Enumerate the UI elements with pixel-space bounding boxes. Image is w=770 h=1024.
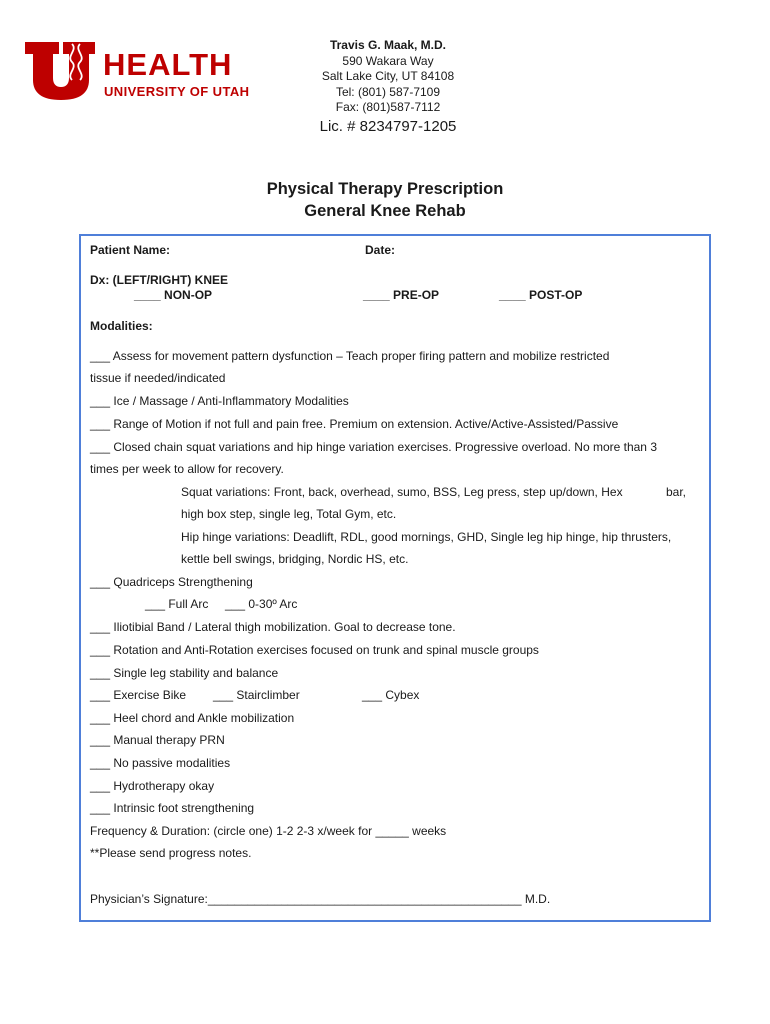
- item-assess-line-2: tissue if needed/indicated: [90, 371, 226, 385]
- frequency-duration: Frequency & Duration: (circle one) 1-2 2-3 x/week for _____ weeks: [90, 824, 447, 838]
- form-title-line-2: General Knee Rehab: [304, 202, 466, 220]
- item-exercise-bike: ___ Exercise Bike: [90, 688, 187, 702]
- form-title: [0, 178, 770, 222]
- logo-health-wordmark: HEALTH: [103, 47, 233, 82]
- physician-info-block: [288, 38, 488, 137]
- hip-hinge-line-2: kettle bell swings, bridging, Nordic HS, etc.: [181, 552, 409, 566]
- item-heel-chord: ___ Heel chord and Ankle mobilization: [90, 711, 295, 725]
- item-intrinsic-foot: ___ Intrinsic foot strengthening: [90, 801, 255, 815]
- date-label: Date:: [365, 243, 396, 257]
- item-range-of-motion: ___ Range of Motion if not full and pain free. Premium on extension. Active/Active-Assisted/Passive: [90, 417, 619, 431]
- university-of-utah-health-logo: [25, 42, 255, 102]
- telephone: Tel: (801) 587-7109: [335, 84, 441, 99]
- hip-hinge-line-1: Hip hinge variations: Deadlift, RDL, good mornings, GHD, Single leg hip hinge, hip thrusters,: [181, 530, 672, 544]
- address-line-1: 590 Wakara Way: [342, 53, 434, 68]
- item-no-passive: ___ No passive modalities: [90, 756, 231, 770]
- post-op-option: ____ POST-OP: [499, 288, 583, 302]
- item-quadriceps: ___ Quadriceps Strengthening: [90, 575, 253, 589]
- item-closed-chain-line-2: times per week to allow for recovery.: [90, 462, 284, 476]
- item-rotation: ___ Rotation and Anti-Rotation exercises focused on trunk and spinal muscle groups: [90, 643, 539, 657]
- logo-university-name: UNIVERSITY OF UTAH: [104, 84, 250, 99]
- item-closed-chain-line-1: ___ Closed chain squat variations and hip hinge variation exercises. Progressive overload. No more than 3: [90, 440, 657, 454]
- squat-variations-bar: bar,: [666, 485, 687, 499]
- item-stairclimber: ___ Stairclimber: [213, 688, 300, 702]
- block-u-logo-icon: [25, 42, 95, 100]
- item-full-arc: ___ Full Arc: [145, 597, 209, 611]
- item-single-leg: ___ Single leg stability and balance: [90, 666, 279, 680]
- item-iliotibial-band: ___ Iliotibial Band / Lateral thigh mobilization. Goal to decrease tone.: [90, 620, 456, 634]
- progress-notes: **Please send progress notes.: [90, 846, 252, 860]
- address-line-2: Salt Lake City, UT 84108: [321, 69, 455, 83]
- physician-signature-line: Physician’s Signature:_______________________________________________ M.D.: [90, 892, 551, 906]
- pre-op-option: ____ PRE-OP: [363, 288, 440, 302]
- squat-variations-line-2: high box step, single leg, Total Gym, etc.: [181, 507, 397, 521]
- item-0-30-arc: ___ 0-30º Arc: [225, 597, 298, 611]
- patient-name-label: Patient Name:: [90, 243, 171, 257]
- item-cybex: ___ Cybex: [362, 688, 420, 702]
- form-title-line-1: Physical Therapy Prescription: [266, 180, 504, 198]
- prescription-form-box: [79, 234, 711, 922]
- item-hydrotherapy: ___ Hydrotherapy okay: [90, 779, 215, 793]
- modalities-label: Modalities:: [90, 319, 153, 333]
- license-number: Lic. # 8234797-1205: [319, 117, 457, 135]
- fax: Fax: (801)587-7112: [335, 100, 441, 114]
- item-assess-line-1: ___ Assess for movement pattern dysfunction – Teach proper firing pattern and mobilize restricted: [90, 349, 610, 363]
- diagnosis-label: Dx: (LEFT/RIGHT) KNEE: [90, 273, 228, 287]
- non-op-option: ____ NON-OP: [134, 288, 213, 302]
- physician-name: Travis G. Maak, M.D.: [329, 38, 447, 52]
- item-ice-massage: ___ Ice / Massage / Anti-Inflammatory Modalities: [90, 394, 349, 408]
- squat-variations-line-1: Squat variations: Front, back, overhead, sumo, BSS, Leg press, step up/down, Hex: [181, 485, 623, 499]
- item-manual-therapy: ___ Manual therapy PRN: [90, 733, 225, 747]
